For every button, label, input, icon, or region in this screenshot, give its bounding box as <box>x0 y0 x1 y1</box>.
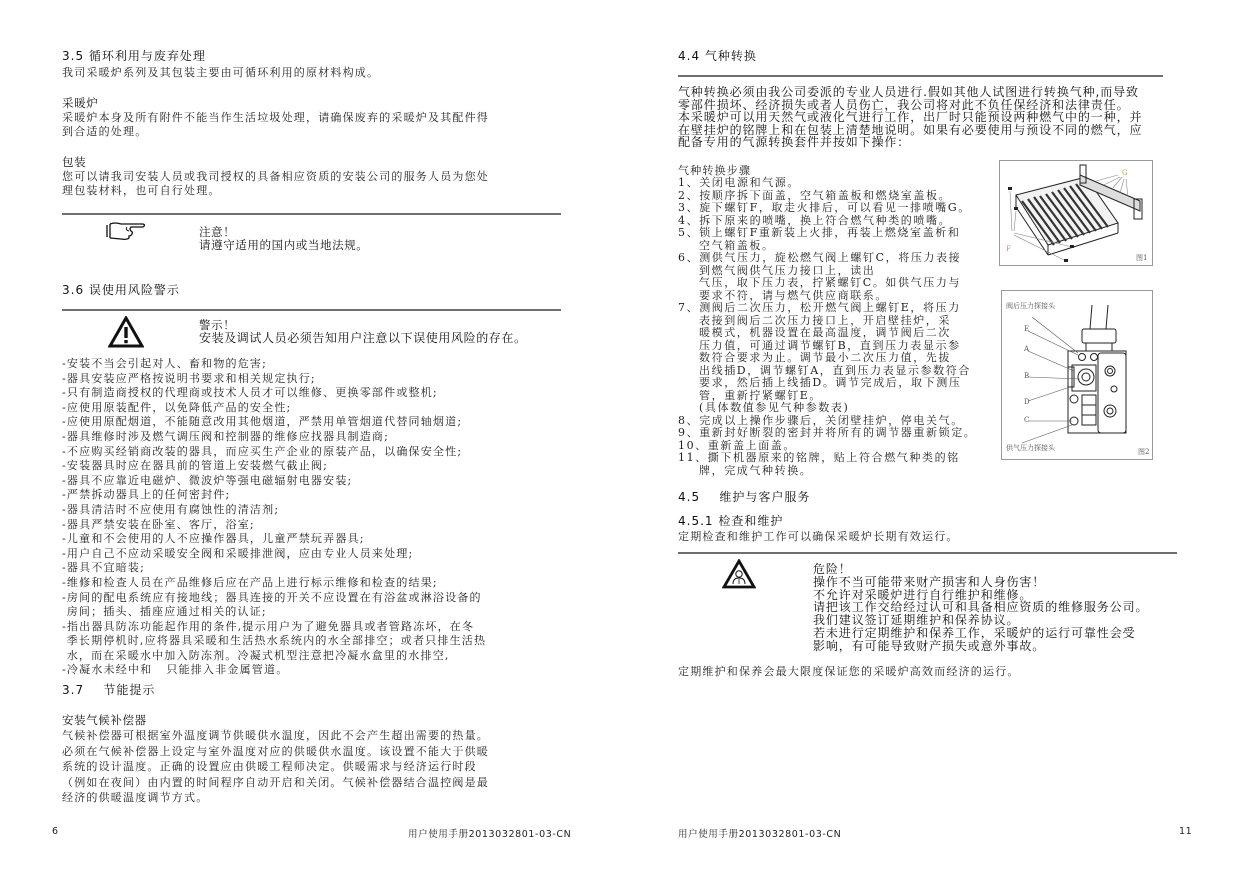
list-item: -安装不当会引起对人、畜和物的危害; <box>62 357 268 370</box>
divider <box>62 213 561 215</box>
danger-person-triangle-icon <box>722 559 756 589</box>
heater-paragraph: 采暖炉本身及所有附件不能当作生活垃圾处理，请确保废弃的采暖炉及其配件得 到合适的处理。 <box>62 111 489 138</box>
packaging-heading: 包装 <box>62 155 87 169</box>
list-item: -指出器具防冻功能起作用的条件,提示用户为了避免器具或者管路冻坏，在冬 <box>62 619 475 633</box>
list-item: -器具清洁时不应使用有腐蚀性的清洁剂; <box>62 502 280 516</box>
notice-title: 注意！ <box>199 225 236 239</box>
list-item: -房间的配电系统应有接地线；器具连接的开关不应设置在有浴盆或淋浴设备的 <box>62 590 482 604</box>
list-item: -儿童和不会使用的人不应操作器具，儿童严禁玩弄器具; <box>62 532 365 546</box>
step-11: 11、撕下机器原来的铭牌，贴上符合燃气种类的铭 牌，完成气种转换。 <box>678 451 960 477</box>
list-item: -应使用原装配件，以免降低产品的安全性; <box>62 400 292 414</box>
section-3-7-subheading: 安装气候补偿器 <box>62 713 147 727</box>
figure-1-burner <box>999 160 1153 266</box>
heater-heading: 采暖炉 <box>62 96 99 110</box>
figure-1-caption: 图1 <box>1136 254 1148 262</box>
section-4-4-title: 4.4 气种转换 <box>678 49 757 63</box>
closing-text: 定期维护和保养会最大限度保证您的采暖炉高效而经济的运行。 <box>678 665 1020 678</box>
list-item: 季长期停机时,应将器具采暖和生活热水系统内的水全部排空；或者只排生活热 <box>62 634 487 648</box>
step-2: 2、按顺序拆下面盖，空气箱盖板和燃烧室盖板。 <box>678 188 952 202</box>
step-7: 7、测阀后二次压力，松开燃气阀上螺钉E，将压力 表接到阀后二次压力接口上，开启壁挂炉，采 暖模式，机器设置在最高温度，调节阀后二次 压力值，可通过调节螺钉B，直到压力表显示参 数符合要求为止。调节最小二次压力值，先拔 出线插D，调节螺钉A，直到压力表显示参数符合 要求，然后插上线插D。调节完成后，取下测压 管，重新拧紧螺钉E。 (具体数值参见气种参数表) <box>678 301 971 414</box>
danger-title: 危险！ <box>813 562 852 576</box>
figure-2-label-bottom: 供气压力探接头 <box>1006 444 1055 452</box>
list-item: -冷凝水未经中和 只能排入非金属管道。 <box>62 663 289 677</box>
steps-heading: 气种转换步骤 <box>678 164 752 177</box>
list-item: -器具安装应严格按说明书要求和相关规定执行; <box>62 371 316 385</box>
section-3-6-title: 3.6 误使用风险警示 <box>62 283 180 297</box>
divider <box>678 75 1163 77</box>
list-item: -只有制造商授权的代理商或技术人员才可以维修、更换零部件或整机; <box>62 386 438 400</box>
step-3: 3、旋下螺钉F，取走火排后，可以看见一排喷嘴G。 <box>678 201 971 214</box>
section-3-5-intro: 我司采暖炉系列及其包装主要由可循环利用的原材料构成。 <box>62 66 380 79</box>
divider <box>678 552 1177 554</box>
figure-2-label-a: A <box>1024 345 1030 353</box>
step-5: 5、锁上螺钉F重新装上火排，再装上燃烧室盖析和 空气箱盖板。 <box>678 226 961 252</box>
list-item: -严禁拆动器具上的任何密封件; <box>62 488 231 502</box>
figure-2-caption: 图2 <box>1138 448 1150 456</box>
step-8: 8、完成以上操作步骤后，关闭壁挂炉，停电关气。 <box>678 413 964 427</box>
warning-title: 警示！ <box>199 318 236 332</box>
section-4-5-1-text: 定期检查和维护工作可以确保采暖炉长期有效运行。 <box>678 530 959 543</box>
step-9: 9、重新封好断裂的密封并将所有的调节器重新锁定。 <box>678 426 977 439</box>
warning-text: 安装及调试人员必须告知用户注意以下误使用风险的存在。 <box>199 331 527 345</box>
step-4: 4、拆下原来的喷嘴，换上符合燃气种类的喷嘴。 <box>678 213 952 227</box>
figure-2-label-e: E <box>1024 325 1030 333</box>
list-item: -器具维修时涉及燃气调压阀和控制器的维修应找器具制造商; <box>62 429 390 443</box>
section-4-5-title: 4.5 维护与客户服务 <box>678 490 811 504</box>
list-item: -器具严禁安装在卧室、客厅，浴室; <box>62 517 255 531</box>
notice-text: 请遵守适用的国内或当地法规。 <box>199 238 369 252</box>
list-item: 水，而在采暖水中加入防冻剂。冷凝式机型注意把冷凝水盒里的水排空, <box>62 648 450 662</box>
burner-diagram-icon <box>1000 161 1152 265</box>
conversion-steps <box>678 177 976 477</box>
figure-2-label-c: C <box>1024 416 1030 424</box>
danger-notice: 危险！ 操作不当可能带来财产损害和人身伤害！ 不允许对采暖炉进行自行维护和维修。 请把该工作交给经过认可和具备相应资质的维修服务公司。 我们建议签订延期维护和保养协议。 若未进行定期维护和保养工作，采暖炉的运行可靠性会受 影响，有可能导致财产损失或意外事故。 <box>813 562 1149 653</box>
list-item: -应使用原配烟道，不能随意改用其他烟道，严禁用单管烟道代替同轴烟道; <box>62 415 463 429</box>
figure-2-label-top: 阀后压力探接头 <box>1006 302 1055 310</box>
divider <box>62 309 561 311</box>
figure-2-label-d: D <box>1024 398 1030 406</box>
warning-triangle-icon <box>108 316 144 348</box>
misuse-risk-list <box>62 357 486 678</box>
list-item: 房间；插头、插座应通过相关的认证; <box>62 605 267 619</box>
list-item: -不应购买经销商改装的器具，而应买生产企业的原装产品，以确保安全性; <box>62 444 463 458</box>
figure-2-label-b: B <box>1024 372 1030 380</box>
figure-1-label-g: G <box>1122 169 1128 177</box>
section-3-7-title: 3.7 节能提示 <box>62 683 156 697</box>
section-4-4-intro: 气种转换必须由我公司委派的专业人员进行.假如其他人试图进行转换气种,而导致 零部件损坏、经济损失或者人员伤亡，我公司将对此不负任保经济和法律责任。 本采暖炉可以用天然气或液化气进行工作，出厂时只能预设两种燃气中的一种，并 在壁挂炉的铭牌上和在包装上清楚地说明。如果有必要使用与预设不同的燃气，应 配备专用的气源转换套件并按如下操作： <box>678 85 1143 150</box>
step-1: 1、关闭电源和气源。 <box>678 176 800 189</box>
pointing-hand-icon <box>105 220 149 242</box>
list-item: -用户自己不应动采暖安全阀和采暖排泄阀，应由专业人员来处理; <box>62 546 414 560</box>
packaging-paragraph: 您可以请我司安装人员或我司授权的具备相应资质的安装公司的服务人员为您处 理包装材料，也可自行处理。 <box>62 170 489 197</box>
list-item: -器具不应靠近电磁炉、微波炉等强电磁辐射电器安装; <box>62 473 353 487</box>
section-3-7-paragraph: 气候补偿器可根据室外温度调节供暖供水温度，因此不会产生超出需要的热量。 必须在气候补偿器上设定与室外温度对应的供暖供水温度。该设置不能大于供暖 系统的设计温度。正确的设置应由供暖工程师决定。供暖需求与经济运行时段 （例如在夜间）由内置的时间程序自动开启和关闭。气候补偿器结合温控阀是最 经济的供暖温度调节方式。 <box>62 729 489 805</box>
step-6: 6、测供气压力，旋松燃气阀上螺钉C，将压力表接 到燃气阀供气压力接口上，读出 气压，取下压力表，拧紧螺钉C。如供气压力与 要求不符，请与燃气供应商联系。 <box>678 251 962 302</box>
footer-doc-id: 用户使用手册2013032801-03-CN <box>408 829 572 840</box>
page-number: 6 <box>52 826 59 837</box>
list-item: -维修和检查人员在产品维修后应在产品上进行标示维修和检查的结果; <box>62 575 438 589</box>
figure-2-gas-valve <box>1001 290 1153 460</box>
footer-doc-id: 用户使用手册2013032801-03-CN <box>678 829 842 840</box>
section-4-5-1-title: 4.5.1 检查和维护 <box>678 514 784 528</box>
step-10: 10、重新盖上面盖。 <box>678 438 796 452</box>
list-item: -安装器具时应在器具前的管道上安装燃气截止阀; <box>62 459 329 473</box>
section-3-5-title: 3.5 循环利用与废弃处理 <box>62 49 206 63</box>
page-number: 11 <box>1179 826 1193 837</box>
figure-1-label-f: F <box>1006 245 1011 253</box>
list-item: -器具不宜暗装; <box>62 561 146 575</box>
